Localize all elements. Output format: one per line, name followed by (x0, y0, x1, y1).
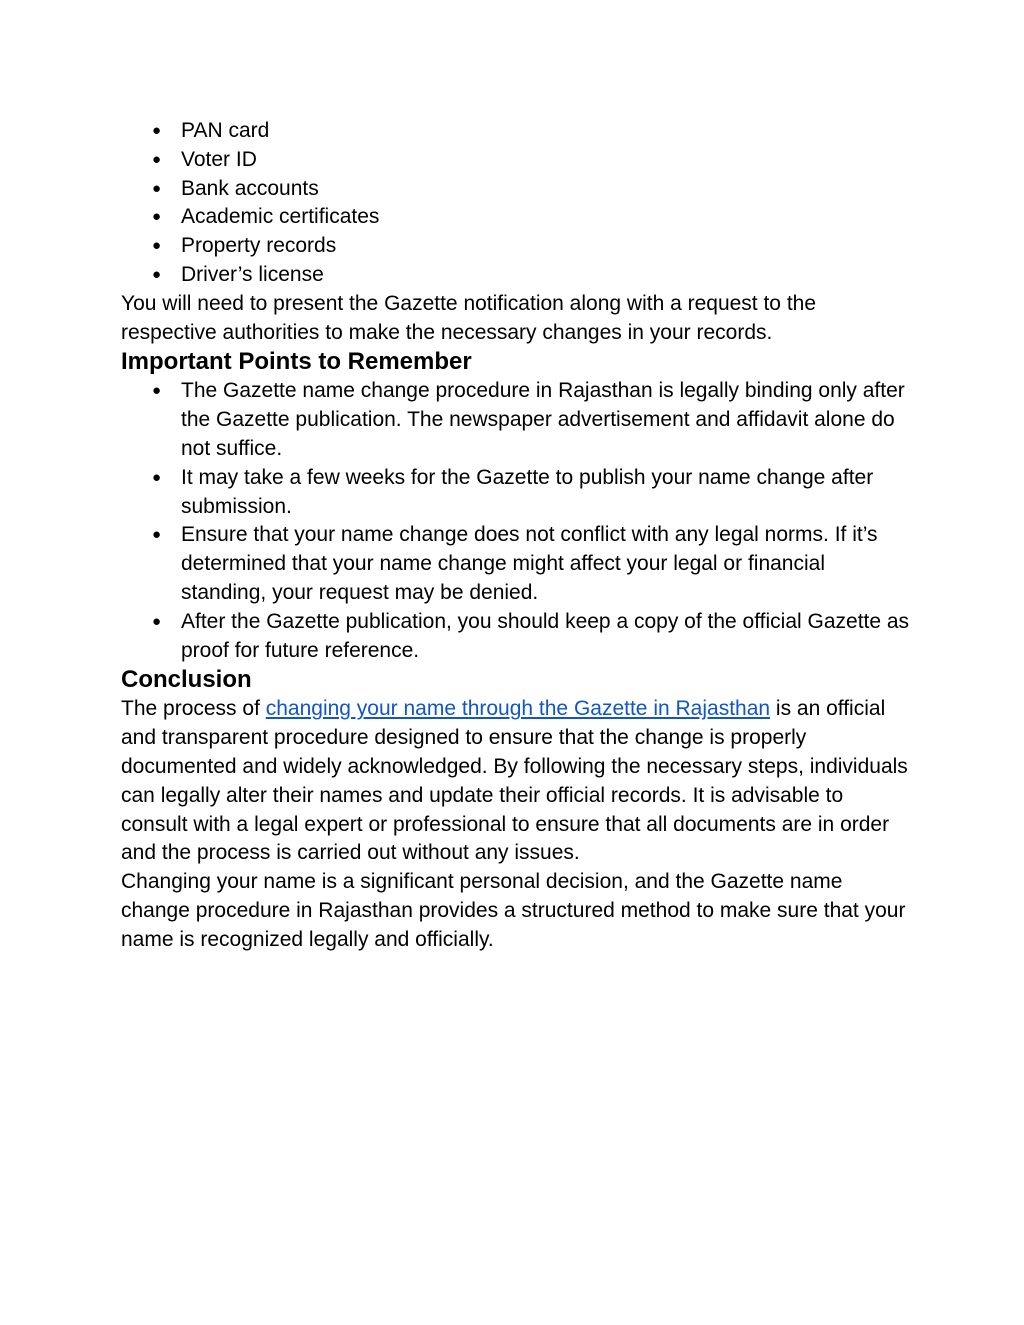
documents-list (121, 117, 911, 290)
list-item-text: It may take a few weeks for the Gazette to publish your name change after submission. (181, 465, 874, 518)
list-item (121, 261, 911, 290)
list-item-text: PAN card (181, 119, 270, 142)
bullet-icon: ● (152, 526, 162, 544)
bullet-icon: ● (152, 150, 162, 168)
bullet-icon: ● (152, 208, 162, 226)
bullet-icon: ● (152, 612, 162, 630)
list-item-text: Voter ID (181, 147, 257, 171)
important-points-list (121, 377, 911, 665)
list-item-text: Academic certificates (181, 205, 380, 229)
conclusion-paragraph (121, 695, 911, 868)
list-item (121, 203, 911, 232)
bullet-icon: ● (152, 382, 162, 400)
list-item (121, 377, 911, 463)
list-item-text: Bank accounts (181, 176, 319, 200)
list-item (121, 117, 911, 146)
list-item (121, 175, 911, 204)
bullet-icon: ● (152, 468, 162, 486)
list-item (121, 232, 911, 261)
conclusion-heading: Conclusion (121, 666, 252, 694)
list-item (121, 608, 911, 666)
list-item-text: Driver’s license (181, 262, 324, 286)
list-item (121, 521, 911, 607)
important-points-heading: Important Points to Remember (121, 348, 472, 376)
list-item (121, 464, 911, 522)
present-paragraph: You will need to present the Gazette notification along with a request to the respective authorities to make the necessary changes in your records. (121, 291, 817, 344)
bullet-icon: ● (152, 179, 162, 197)
gazette-name-change-link[interactable]: changing your name through the Gazette in Rajasthan (265, 697, 771, 721)
bullet-icon: ● (152, 237, 162, 255)
bullet-icon: ● (152, 122, 162, 139)
list-item-text: Ensure that your name change does not conflict with any legal norms. If it’s determined that your name change might affect your legal or financial standing, your request may be denied. (181, 523, 878, 604)
document-page (121, 117, 911, 955)
list-item (121, 146, 911, 175)
closing-paragraph: Changing your name is a significant personal decision, and the Gazette name change procedure in Rajasthan provides a structured method to make sure that your name is recognized legally and officially. (121, 870, 906, 951)
list-item-text: Property records (181, 234, 337, 258)
list-item-text: After the Gazette publication, you should keep a copy of the official Gazette as proof for future reference. (181, 609, 910, 662)
conclusion-text-start: The process of (121, 697, 266, 721)
bullet-icon: ● (152, 265, 162, 283)
list-item-text: The Gazette name change procedure in Rajasthan is legally binding only after the Gazette publication. The newspaper advertisement and affidavit alone do not suffice. (181, 379, 905, 460)
conclusion-text-end: is an official and transparent procedure designed to ensure that the change is properly documented and widely acknowledged. By following the necessary steps, individuals can legally alter their names and update their official records. It is advisable to consult with a legal expert or professional to ensure that all documents are in order and the process is carried out without any issues. (121, 697, 908, 865)
